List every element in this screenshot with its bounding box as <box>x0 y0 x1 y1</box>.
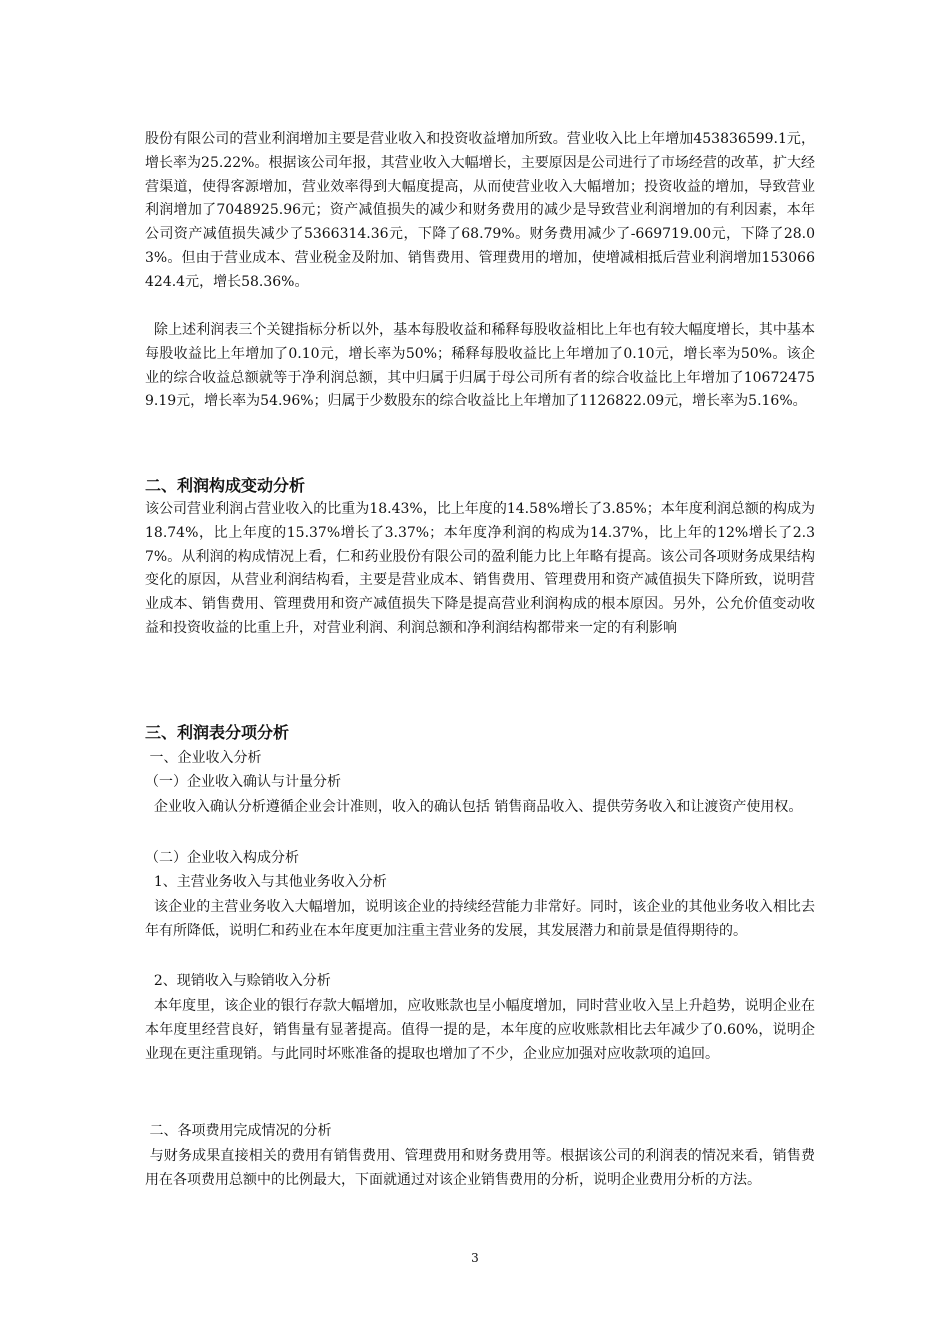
subheading-revenue-composition: （二）企业收入构成分析 <box>145 850 299 866</box>
paragraph-eps-analysis: 除上述利润表三个关键指标分析以外，基本每股收益和稀释每股收益相比上年也有较大幅度增长，其中基本每股收益比上年增加了0.10元，增长率为50%；稀释每股收益比上年增加了0.10元，增长率为50%。该企业的综合收益总额就等于净利润总额，其中归属于归属于母公司所有者的综合收益比上年增加了106724759.19元，增长率为54.96%；归属于少数股东的综合收益比上年增加了1126822.09元，增长率为5.16%。 <box>145 322 815 410</box>
page-number: 3 <box>471 1251 479 1265</box>
paragraph-main-vs-other-revenue: 该企业的主营业务收入大幅增加，说明该企业的持续经营能力非常好。同时，该企业的其他业务收入相比去年有所降低，说明仁和药业在本年度更加注重主营业务的发展，其发展潜力和前景是值得期待的。 <box>145 899 815 939</box>
subheading-revenue-analysis: 一、企业收入分析 <box>145 750 262 766</box>
paragraph-revenue-recognition: 企业收入确认分析遵循企业会计准则，收入的确认包括 销售商品收入、提供劳务收入和让渡资产使用权。 <box>145 799 803 815</box>
paragraph-cash-vs-credit-sales: 本年度里，该企业的银行存款大幅增加，应收账款也呈小幅度增加，同时营业收入呈上升趋势，说明企业在本年度里经营良好，销售量有显著提高。值得一提的是，本年度的应收账款相比去年减少了0.60%，说明企业现在更注重现销。与此同时坏账准备的提取也增加了不少，企业应加强对应收款项的追回。 <box>145 998 815 1062</box>
subheading-main-vs-other-revenue: 1、主营业务收入与其他业务收入分析 <box>145 874 387 890</box>
paragraph-expense-analysis: 与财务成果直接相关的费用有销售费用、管理费用和财务费用等。根据该公司的利润表的情况来看，销售费用在各项费用总额中的比例最大，下面就通过对该企业销售费用的分析，说明企业费用分析的方法。 <box>145 1148 816 1188</box>
subheading-expense-analysis: 二、各项费用完成情况的分析 <box>145 1123 332 1139</box>
paragraph-profit-structure: 该公司营业利润占营业收入的比重为18.43%，比上年度的14.58%增长了3.85%；本年度利润总额的构成为18.74%，比上年度的15.37%增长了3.37%；本年度净利润的构成为14.37%，比上年的12%增长了2.37%。从利润的构成情况上看，仁和药业股份有限公司的盈利能力比上年略有提高。该公司各项财务成果结构变化的原因，从营业利润结构看，主要是营业成本、销售费用、管理费用和资产减值损失下降所致，说明营业成本、销售费用、管理费用和资产减值损失下降是提高营业利润构成的根本原因。另外，公允价值变动收益和投资收益的比重上升，对营业利润、利润总额和净利润结构都带来一定的有利影响 <box>145 501 815 636</box>
paragraph-operating-profit-analysis: 股份有限公司的营业利润增加主要是营业收入和投资收益增加所致。营业收入比上年增加453836599.1元，增长率为25.22%。根据该公司年报，其营业收入大幅增长，主要原因是公司进行了市场经营的改革，扩大经营渠道，使得客源增加，营业效率得到大幅度提高，从而使营业收入大幅增加；投资收益的增加，导致营业利润增加了7048925.96元；资产减值损失的减少和财务费用的减少是导致营业利润增加的有利因素，本年公司资产减值损失减少了5366314.36元，下降了68.79%。财务费用减少了-669719.00元，下降了28.03%。但由于营业成本、营业税金及附加、销售费用、管理费用的增加，使增减相抵后营业利润增加153066424.4元，增长58.36%。 <box>145 131 815 290</box>
section-heading-income-statement-items: 三、利润表分项分析 <box>145 723 290 742</box>
section-heading-profit-structure: 二、利润构成变动分析 <box>145 476 306 495</box>
subheading-revenue-recognition: （一）企业收入确认与计量分析 <box>145 774 341 790</box>
subheading-cash-vs-credit-sales: 2、现销收入与赊销收入分析 <box>145 973 331 989</box>
